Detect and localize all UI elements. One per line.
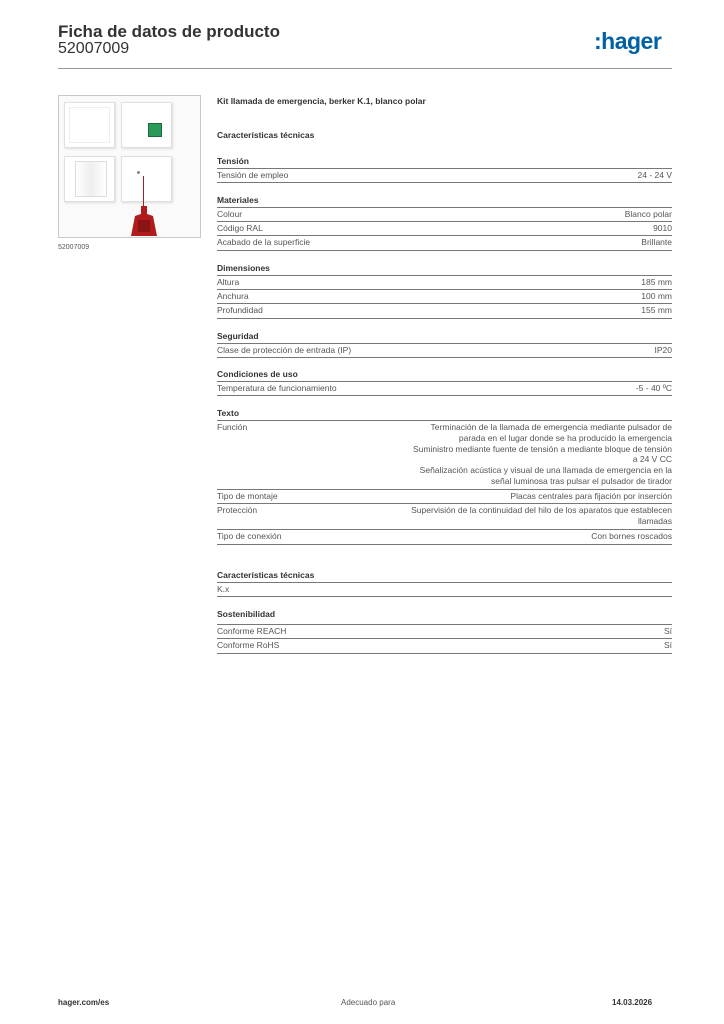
spec-label: Conforme REACH: [217, 626, 287, 636]
spec-row: [217, 304, 672, 319]
spec-value: 9010: [653, 223, 672, 233]
section-title-dimensiones: Dimensiones: [217, 263, 270, 273]
spec-label: K.x: [217, 584, 230, 594]
section-title-materiales: Materiales: [217, 195, 259, 205]
spec-value: 24 - 24 V: [637, 170, 672, 180]
spec-value: Supervisión de la continuidad del hilo de los aparatos que establecen llamadas: [411, 505, 672, 526]
spec-row: [217, 490, 672, 504]
spec-value: 100 mm: [641, 291, 672, 301]
spec-row: [217, 504, 672, 530]
spec-label: Código RAL: [217, 223, 263, 233]
spec-label: Profundidad: [217, 305, 263, 315]
spec-value: Sí: [663, 626, 672, 636]
header-divider: [58, 68, 672, 69]
spec-row: [217, 222, 672, 236]
spec-value: 185 mm: [641, 277, 672, 287]
footer-website-link[interactable]: hager.com/es: [58, 998, 110, 1007]
product-image: [58, 95, 201, 238]
pull-handle-icon: [131, 206, 157, 236]
spec-row: [217, 582, 672, 597]
footer-suitable-for: Adecuado para: [341, 998, 396, 1007]
spec-value: Brillante: [641, 237, 672, 247]
spec-row: [217, 343, 672, 358]
product-description: Kit llamada de emergencia, berker K.1, blanco polar: [217, 96, 426, 106]
spec-value: -5 - 40 ºC: [635, 383, 672, 393]
image-caption: 52007009: [58, 244, 90, 251]
section-title-tech-2: Características técnicas: [217, 570, 315, 580]
product-code: 52007009: [58, 40, 130, 57]
spec-row: [217, 420, 672, 490]
spec-row: [217, 639, 672, 654]
hager-logo[interactable]: :hager: [594, 28, 662, 54]
spec-label: Conforme RoHS: [217, 640, 280, 650]
spec-label: Acabado de la superficie: [217, 237, 311, 247]
plate-blank-image: [64, 102, 115, 148]
spec-label: Anchura: [217, 291, 249, 301]
spec-row: [217, 275, 672, 290]
footer-date: 14.03.2026: [612, 998, 653, 1007]
spec-label: Función: [217, 422, 248, 432]
spec-row: [217, 207, 672, 222]
plate-led-image: [121, 102, 172, 148]
spec-value: Terminación de la llamada de emergencia mediante pulsador de parada en el lugar donde se ha producido la emergencia Suministro mediante fuente de tensión a mediante bloque de tensión a 24 V CC Señalización acústica y visual de una llamada de emergencia en la señal luminosa tras pulsar el pulsador de tirador: [413, 422, 672, 486]
spec-value: Blanco polar: [624, 209, 672, 219]
spec-label: Temperatura de funcionamiento: [217, 383, 337, 393]
page-title: Ficha de datos de producto: [58, 22, 280, 41]
spec-value: IP20: [654, 345, 672, 355]
section-title-condiciones: Condiciones de uso: [217, 369, 298, 379]
spec-row: [217, 236, 672, 251]
spec-value: Placas centrales para fijación por inserción: [510, 491, 672, 501]
pull-cord: [143, 176, 144, 208]
spec-label: Clase de protección de entrada (IP): [217, 345, 352, 355]
spec-value: Con bornes roscados: [591, 531, 672, 541]
spec-label: Altura: [217, 277, 240, 287]
spec-row: [217, 290, 672, 304]
spec-label: Tipo de montaje: [217, 491, 278, 501]
spec-label: Protección: [217, 505, 258, 515]
plate-pull-image: [121, 156, 172, 202]
spec-label: Tensión de empleo: [217, 170, 289, 180]
section-title-sostenibilidad: Sostenibilidad: [217, 609, 276, 619]
section-title-texto: Texto: [217, 408, 240, 418]
spec-row: [217, 530, 672, 545]
green-led-icon: [148, 123, 162, 137]
section-title-seguridad: Seguridad: [217, 331, 259, 341]
spec-label: Tipo de conexión: [217, 531, 282, 541]
spec-row: [217, 381, 672, 396]
section-title-tech: Características técnicas: [217, 130, 315, 140]
spec-row: [217, 624, 672, 639]
spec-label: Colour: [217, 209, 243, 219]
spec-value: Sí: [663, 640, 672, 650]
section-title-tension: Tensión: [217, 156, 249, 166]
spec-row: [217, 168, 672, 183]
spec-value: 155 mm: [641, 305, 672, 315]
plate-button-image: [64, 156, 115, 202]
